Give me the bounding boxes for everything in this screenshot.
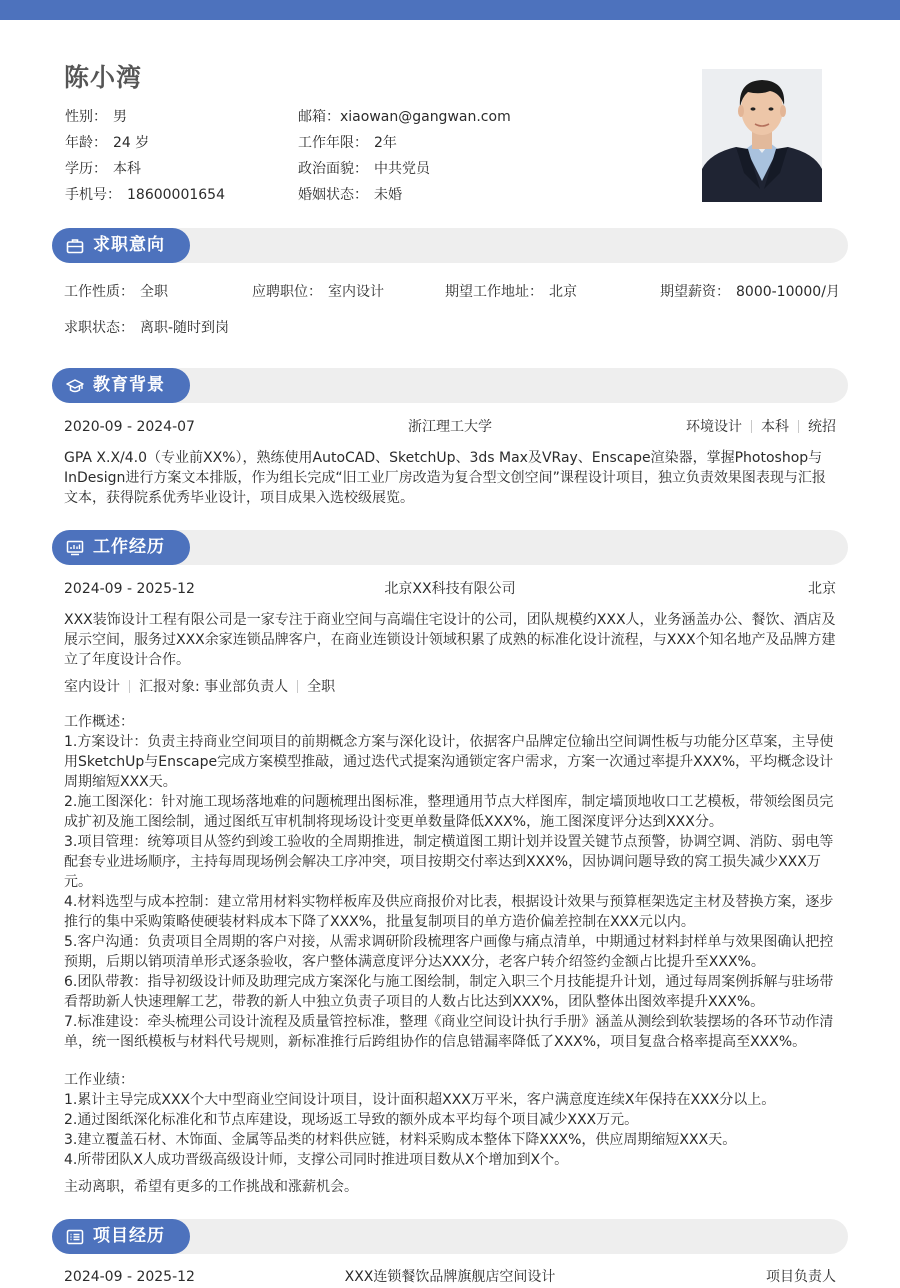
section-header-education — [52, 368, 848, 403]
overview-item: 5.客户沟通：负责项目全周期的客户对接，从需求调研阶段梳理客户画像与痛点清单，中期通过材料封样单与效果图确认把控预期，后期以销项清单形式逐条验收，客户整体满意度评分达XXX分，老客户转介绍签约金额占比提升至XXX%。 — [64, 934, 834, 970]
info-value: xiaowan@gangwan.com — [340, 109, 511, 125]
field-value: 离职-随时到岗 — [140, 320, 230, 336]
divider — [297, 680, 298, 693]
divider — [129, 680, 130, 693]
overview-item: 7.标准建设：牵头梳理公司设计流程及质量管控标准，整理《商业空间设计执行手册》涵盖从测绘到软装摆场的各环节动作清单，统一图纸模板与材料代号规则，新标准推行后跨组协作的信息错漏率降低了XXX%，项目复盘合格率提高至XXX%。 — [64, 1014, 834, 1050]
section-pill — [52, 530, 190, 565]
school-name: 浙江理工大学 — [408, 419, 492, 435]
work-entry-header — [64, 578, 836, 600]
work-tags — [64, 676, 335, 698]
field-label: 应聘职位： — [252, 284, 322, 300]
project-entry-header — [64, 1266, 836, 1288]
education-description-text: GPA X.X/4.0（专业前XX%），熟练使用AutoCAD、SketchUp、3ds Max及VRay、Enscape渲染器，掌握Photoshop与InDesign进行方案文本排版，作为组长完成“旧工业厂房改造为复合型文创空间”课程设计项目，独立负责效果图表现与汇报文本，获得院系优秀毕业设计，项目成果入选校级展览。 — [64, 450, 826, 506]
divider — [798, 420, 799, 433]
education-level-row — [65, 156, 225, 182]
top-accent-bar — [0, 0, 900, 20]
info-label: 手机号： — [65, 187, 121, 203]
section-title: 项目经历 — [93, 1226, 165, 1246]
company-intro — [64, 610, 836, 670]
email-row — [298, 104, 511, 130]
work-results — [64, 1070, 836, 1170]
info-value: 未婚 — [374, 187, 402, 203]
education-date: 2020-09 - 2024-07 — [64, 419, 195, 435]
profile-info-right — [298, 104, 511, 208]
info-value: 24 岁 — [113, 135, 150, 151]
job-type — [64, 281, 168, 303]
results-title: 工作业绩： — [64, 1072, 134, 1088]
info-label: 政治面貌： — [298, 161, 368, 177]
political-status-row — [298, 156, 511, 182]
project-date: 2024-09 - 2025-12 — [64, 1269, 195, 1285]
leave-reason-text: 主动离职，希望有更多的工作挑战和涨薪机会。 — [64, 1179, 358, 1195]
gender-row — [65, 104, 225, 130]
section-title: 工作经历 — [93, 537, 165, 557]
marital-status-row — [298, 182, 511, 208]
work-overview — [64, 712, 836, 1052]
field-value: 室内设计 — [328, 284, 384, 300]
section-header-project — [52, 1219, 848, 1254]
field-value: 全职 — [140, 284, 168, 300]
field-label: 期望工作地址： — [445, 284, 543, 300]
info-label: 邮箱： — [298, 109, 340, 125]
info-label: 年龄： — [65, 135, 107, 151]
graduation-cap-icon — [66, 377, 84, 395]
work-tag: 全职 — [307, 679, 336, 695]
list-icon — [66, 1228, 84, 1246]
enrollment-mode: 统招 — [808, 419, 836, 435]
result-item: 2.通过图纸深化标准化和节点库建设，现场返工导致的额外成本平均每个项目减少XXX万元。 — [64, 1112, 639, 1128]
monitor-chart-icon — [66, 539, 84, 557]
info-value: 中共党员 — [374, 161, 430, 177]
info-label: 性别： — [65, 109, 107, 125]
work-tag: 汇报对象: 事业部负责人 — [139, 679, 289, 695]
overview-item: 2.施工图深化：针对施工现场落地难的问题梳理出图标准，整理通用节点大样图库，制定墙顶地收口工艺模板，带领绘图员完成扩初及施工图绘制，通过图纸互审机制将现场设计变更单数量降低XXX%，施工图深度评分达到XXX分。 — [64, 794, 834, 830]
info-label: 工作年限： — [298, 135, 368, 151]
education-description — [64, 448, 836, 508]
info-value: 男 — [113, 109, 127, 125]
section-header-intent — [52, 228, 848, 263]
job-status — [64, 317, 229, 339]
briefcase-icon — [66, 237, 84, 255]
section-pill — [52, 1219, 190, 1254]
candidate-name: 陈小湾 — [64, 63, 143, 92]
company-name: 北京XX科技有限公司 — [384, 581, 516, 597]
result-item: 3.建立覆盖石材、木饰面、金属等品类的材料供应链，材料采购成本整体下降XXX%，供应周期缩短XXX天。 — [64, 1132, 737, 1148]
field-label: 期望薪资： — [660, 284, 730, 300]
project-name: XXX连锁餐饮品牌旗舰店空间设计 — [344, 1269, 556, 1285]
info-label: 学历： — [65, 161, 107, 177]
major: 环境设计 — [686, 419, 742, 435]
field-label: 工作性质： — [64, 284, 134, 300]
degree: 本科 — [761, 419, 789, 435]
age-row — [65, 130, 225, 156]
field-label: 求职状态： — [64, 320, 134, 336]
section-title: 教育背景 — [93, 375, 165, 395]
result-item: 1.累计主导完成XXX个大中型商业空间设计项目，设计面积超XXX万平米，客户满意度连续X年保持在XXX分以上。 — [64, 1092, 776, 1108]
info-value: 本科 — [113, 161, 141, 177]
job-salary — [660, 281, 840, 303]
overview-item: 4.材料选型与成本控制：建立常用材料实物样板库及供应商报价对比表，根据设计效果与预算框架选定主材及替换方案，逐步推行的集中采购策略使硬装材料成本下降了XXX%，批量复制项目的单方造价偏差控制在XXX元以内。 — [64, 894, 834, 930]
overview-item: 6.团队带教：指导初级设计师及助理完成方案深化与施工图绘制，制定入职三个月技能提升计划，通过每周案例拆解与驻场带看帮助新人快速理解工艺，带教的新人中独立负责子项目的人数占比达到XXX%，团队整体出图效率提升XXX%。 — [64, 974, 834, 1010]
overview-item: 3.项目管理：统筹项目从签约到竣工验收的全周期推进，制定横道图工期计划并设置关键节点预警，协调空调、消防、弱电等配套专业进场顺序，主持每周现场例会解决工序冲突，项目按期交付率达到XXX%，因协调问题导致的窝工损失减少XXX万元。 — [64, 834, 834, 890]
profile-info-left — [65, 104, 225, 208]
field-value: 北京 — [549, 284, 577, 300]
phone-row — [65, 182, 225, 208]
project-role: 项目负责人 — [766, 1269, 836, 1285]
section-title: 求职意向 — [93, 235, 165, 255]
info-label: 婚姻状态： — [298, 187, 368, 203]
info-value: 2年 — [374, 135, 397, 151]
education-meta — [686, 416, 836, 438]
overview-item: 1.方案设计：负责主持商业空间项目的前期概念方案与深化设计，依据客户品牌定位输出空间调性板与功能分区草案，主导使用SketchUp与Enscape完成方案模型推敲，通过迭代式提案沟通锁定客户需求，方案一次通过率提升XXX%，平均概念设计周期缩短XXX天。 — [64, 734, 834, 790]
result-item: 4.所带团队X人成功晋级高级设计师，支撑公司同时推进项目数从X个增加到X个。 — [64, 1152, 569, 1168]
divider — [751, 420, 752, 433]
person-avatar-icon — [702, 69, 822, 202]
leave-reason — [64, 1177, 836, 1197]
job-city — [445, 281, 577, 303]
work-city: 北京 — [808, 581, 836, 597]
profile-photo — [702, 69, 822, 202]
education-entry-header — [64, 416, 836, 438]
section-header-work — [52, 530, 848, 565]
section-pill — [52, 228, 190, 263]
overview-title: 工作概述： — [64, 714, 134, 730]
field-value: 8000-10000/月 — [736, 284, 840, 300]
company-intro-text: XXX装饰设计工程有限公司是一家专注于商业空间与高端住宅设计的公司，团队规模约XXX人，业务涵盖办公、餐饮、酒店及展示空间，服务过XXX余家连锁品牌客户，在商业连锁设计领域积累了成熟的标准化设计流程，与XXX个知名地产及品牌方建立了年度设计合作。 — [64, 612, 836, 668]
work-tag: 室内设计 — [64, 679, 120, 695]
work-years-row — [298, 130, 511, 156]
section-pill — [52, 368, 190, 403]
work-date: 2024-09 - 2025-12 — [64, 581, 195, 597]
info-value: 18600001654 — [127, 187, 225, 203]
job-position — [252, 281, 384, 303]
